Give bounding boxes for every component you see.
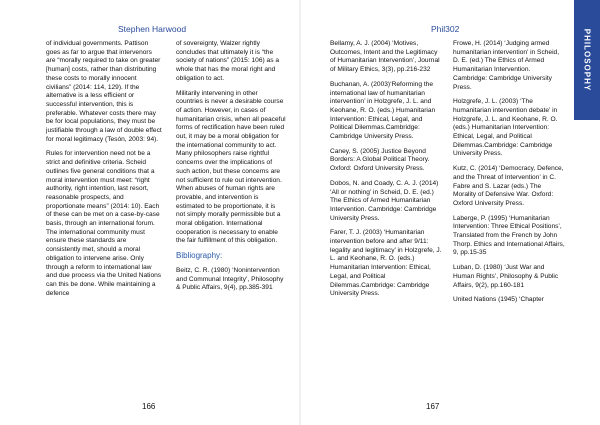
paragraph: of sovereignty, Walzer rightly concludes that ultimately it is “the society of nations” (2015: 106) as a whole that has the moral right and obligation to act. bbox=[176, 40, 279, 82]
right-page bbox=[300, 0, 600, 425]
right-column-2 bbox=[453, 40, 565, 311]
paragraph: Rules for intervention need not be a strict and definitive criteria. Scheid outlines five general conditions that a moral intervention must meet: “right authority, right intention, last resort, reasonable prospects, and proportionate means” (2014: 10). Each of these can be met on a case-by-case basis, through an international forum. The international community must ensure these standards are consistently met, should a moral obligation to intervene arise. Only through a reform to international law and due process via the United Nations can this be done. While maintaining a defence bbox=[46, 150, 162, 297]
reference-entry: United Nations (1945) ‘Chapter bbox=[453, 296, 544, 304]
reference-entry: Bellamy, A. J. (2004) ‘Motives, Outcomes, Intent and the Legitimacy of Humanitarian Intervention’, Journal of Military Ethics, 3(3), pp.216-232 bbox=[330, 40, 440, 74]
reference-entry: Caney, S. (2005) Justice Beyond Borders: A Global Political Theory. Oxford: Oxford University Press. bbox=[330, 147, 430, 173]
paragraph: Militarily intervening in other countries is never a desirable course of action. However, in cases of humanitarian crisis, when all peaceful forms of rectification have been ruled out, it may be a moral obligation for the international community to act. Many philosophers raise rightful concerns over the implications of such action, but these concerns are not sufficient to rule out intervention. When abuses of human rights are provable, and intervention is estimated to be proportionate, it is not simply morally permissible but a moral obligation. International cooperation is necessary to enable the fair fulfillment of this obligation. bbox=[176, 89, 286, 245]
reference-entry: Buchanan, A. (2003)‘Reforming the international law of humanitarian intervention’ in Holzgrefe, J. L. and Keohane, R. O. (eds.) Humanitarian Intervention: Ethical, Legal, and Political Dilemmas.Cambridge: Cambridge University Press. bbox=[330, 80, 436, 141]
left-column-1 bbox=[46, 40, 162, 304]
reference-entry: Laberge, P. (1995) ‘Humanitarian Intervention: Three Ethical Positions’, Translated from the French by John Thorp. Ethics and International Affairs, 9, pp.15-35 bbox=[453, 214, 565, 257]
reference-entry: Beitz, C. R. (1980) ‘Nonintervention and Communal Integrity’, Philosophy & Public Affairs, 9(4), pp.385-391 bbox=[176, 266, 284, 292]
reference-entry: Kutz, C. (2014) ‘Democracy, Defence, and the Threat of Intervention’ in C. Fabre and S. Lazar (eds.) The Morality of Defensive War. Oxford: Oxford University Press. bbox=[453, 165, 564, 207]
reference-entry: Farer, T. J. (2003) ‘Humanitarian intervention before and after 9/11: legality and legitimacy’ in Holzgrefe, J. L. and Keohane, R. O. (eds.) Humanitarian Intervention: Ethical, Legal, and Political Dilemmas.Cambridge: Cambridge University Press. bbox=[330, 229, 442, 298]
running-head-course: Phil302 bbox=[431, 24, 460, 34]
paragraph: of individual governments. Pattison goes as far to argue that intervenors are “morally required to take on greater [human] costs, rather than distributing these costs to morally innocent civilians” (2014: 114, 129). If the alternative is a less efficient or successful intervention, this is preferable. Whatever costs there may be for local populations, they must be justifiable through a law of double effect for moral legitimacy (Tesón, 2003: 94). bbox=[46, 40, 162, 143]
reference-entry: Dobos, N. and Coady, C. A. J. (2014) ‘All or nothing’ in Scheid, D. E. (ed.) The Ethics of Armed Humanitarian Intervention. Cambridge: Cambridge University Press. bbox=[330, 179, 439, 222]
page-number-right: 167 bbox=[426, 402, 440, 411]
reference-entry: Luban, D. (1980) ‘Just War and Human Rights’, Philosophy & Public Affairs, 9(2), pp.160-181 bbox=[453, 264, 559, 289]
reference-entry: Frowe, H. (2014) ‘Judging armed humanitarian intervention’ in Scheid, D. E. (ed.) The Ethics of Armed Humanitarian Intervention. Cambridge: Cambridge University Press. bbox=[453, 40, 560, 91]
left-column-2 bbox=[176, 40, 286, 299]
section-side-tab bbox=[574, 0, 600, 120]
page-number-left: 166 bbox=[142, 402, 156, 411]
bibliography-heading: Bibliography: bbox=[176, 251, 223, 261]
right-column-1 bbox=[330, 40, 442, 305]
section-side-tab-label: PHILOSOPHY bbox=[582, 28, 592, 92]
reference-entry: Holzgrefe, J. L. (2003) ‘The humanitarian intervention debate’ in Holzgrefe, J. L. and Keohane, R. O. (eds.) Humanitarian Intervention: Ethical, Legal, and Political Dilemmas.Cambridge: Cambridge University Press. bbox=[453, 98, 558, 158]
running-head-author: Stephen Harwood bbox=[118, 24, 187, 34]
